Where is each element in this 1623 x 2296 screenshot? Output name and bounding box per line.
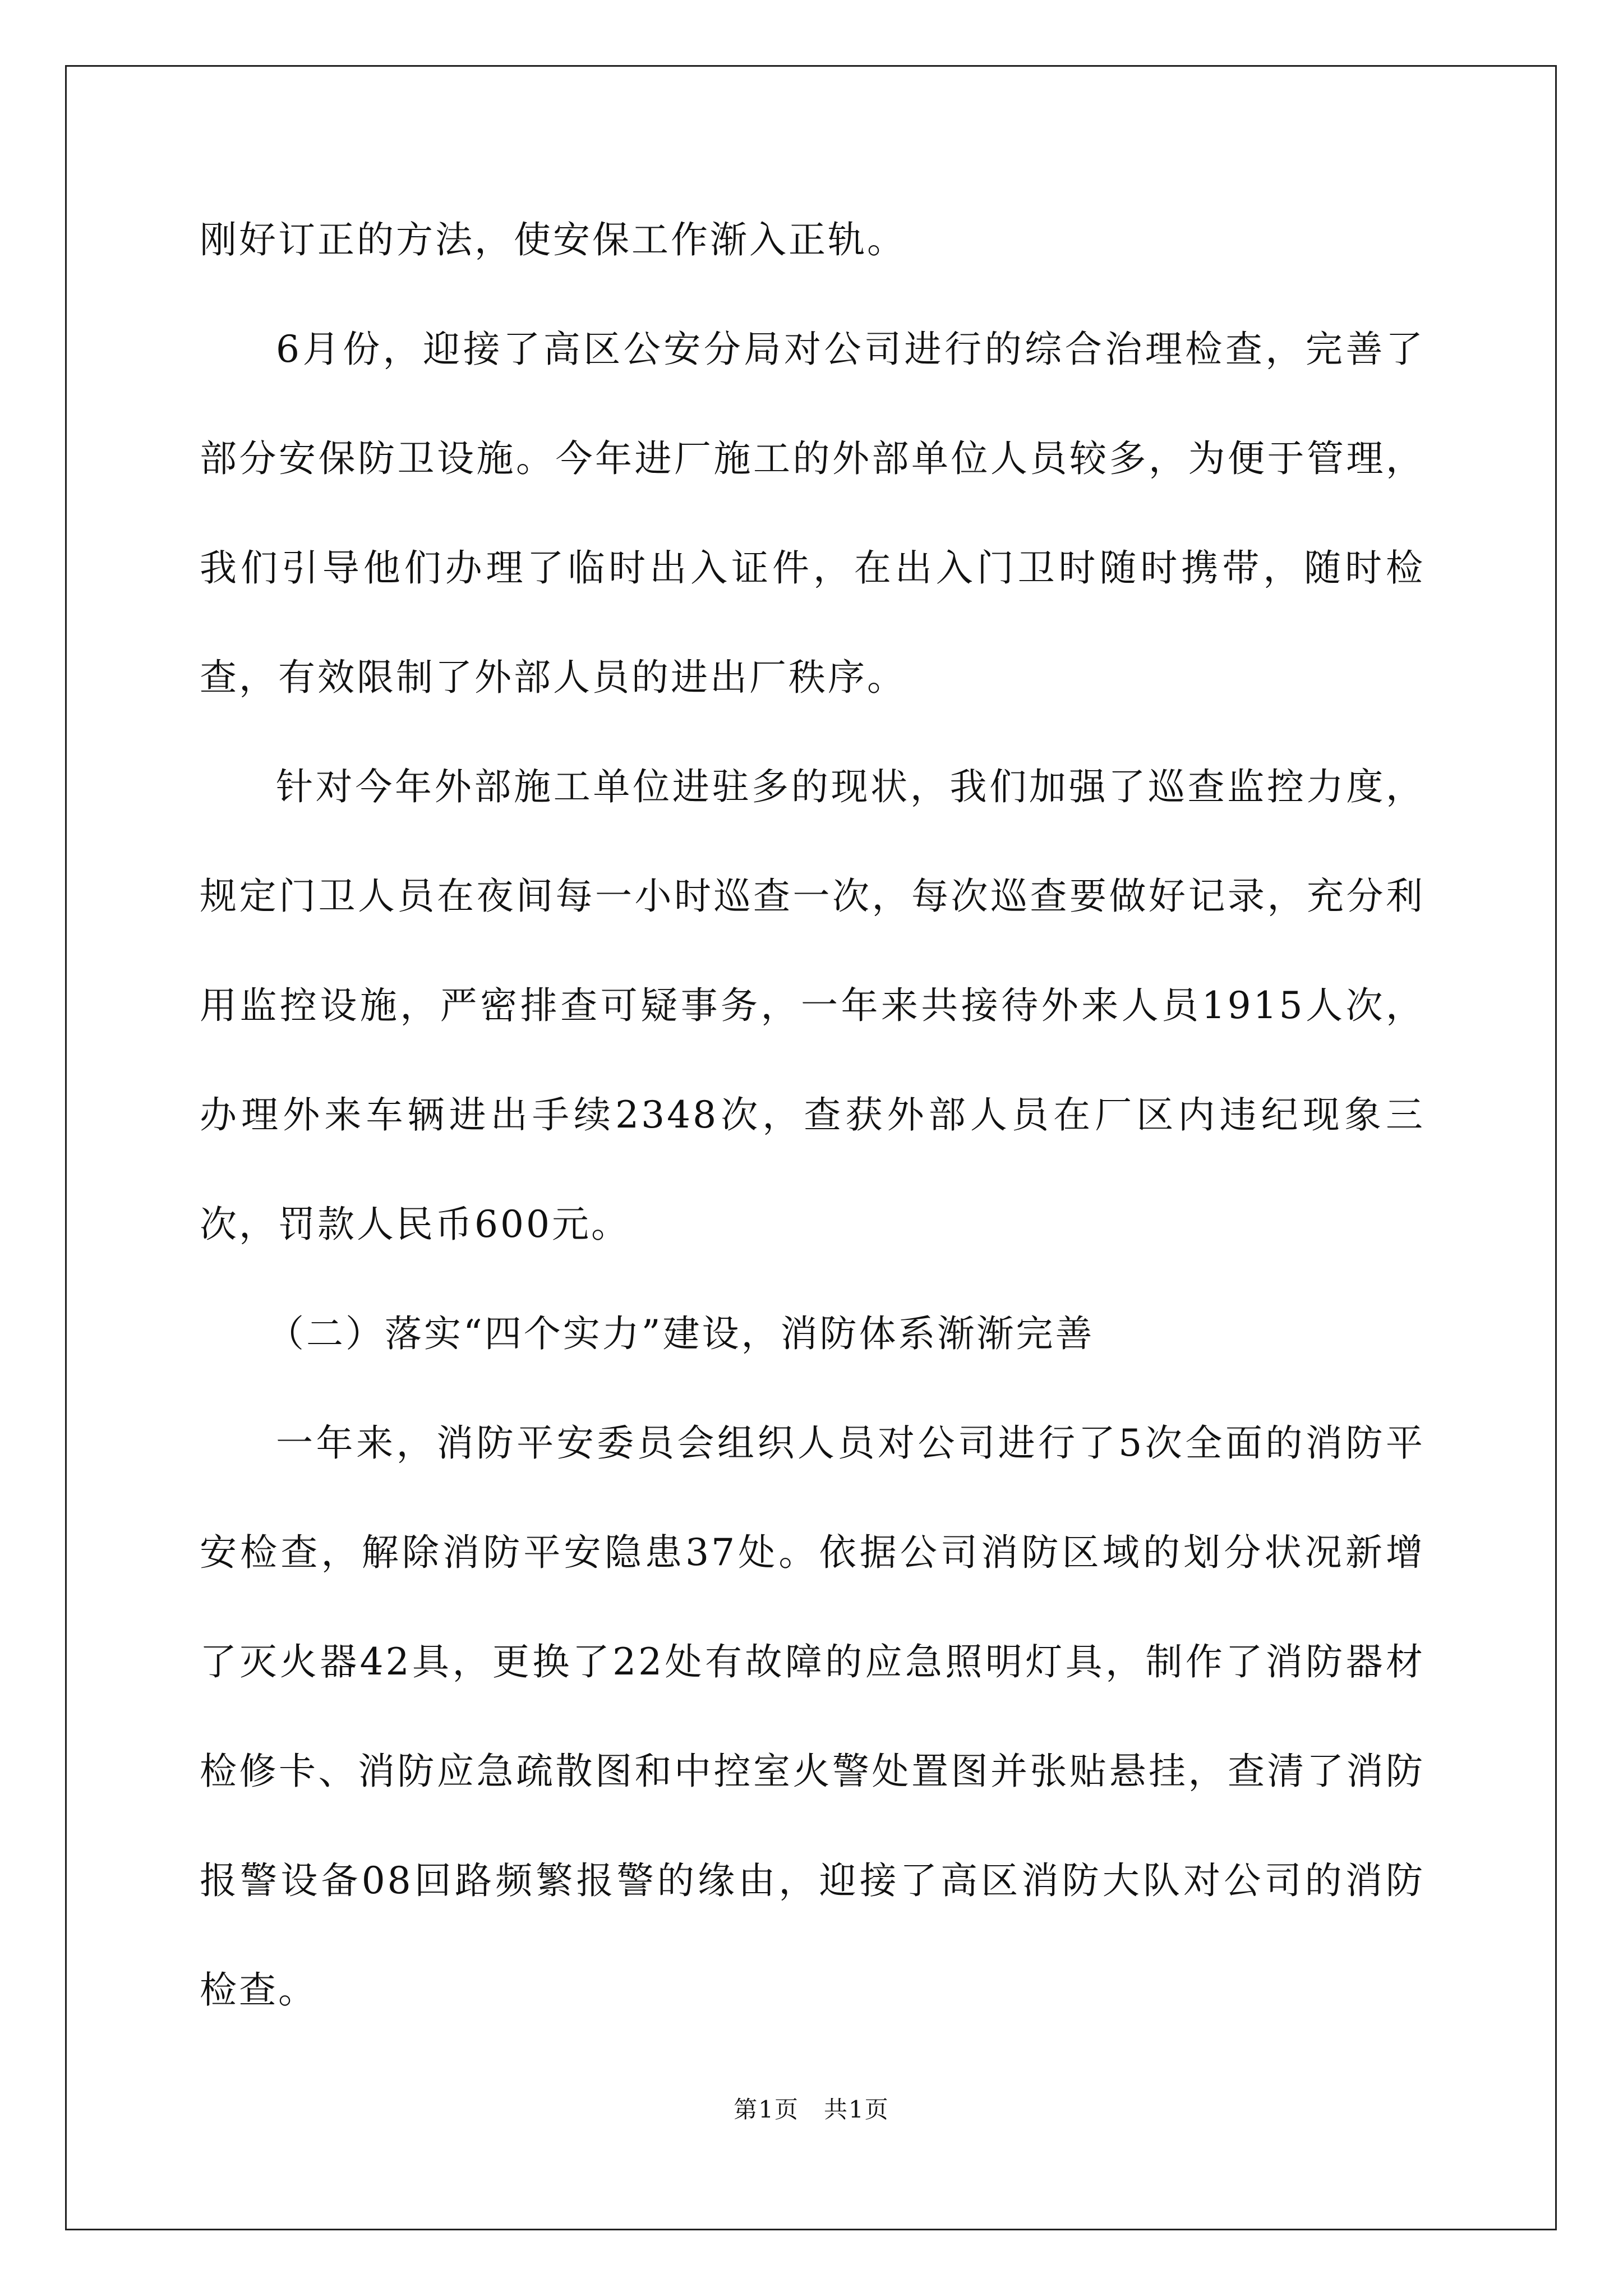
paragraph-1: 刚好订正的方法，使安保工作渐入正轨。: [200, 218, 906, 261]
paragraph-2: 6月份，迎接了高区公安分局对公司进行的综合治理检查，完善了部分安保防卫设施。今年进厂施工的外部单位人员较多，为便于管理，我们引导他们办理了临时出入证件，在出入门卫时随时携带，随时检查，有效限制了外部人员的进出厂秩序。: [200, 328, 1425, 699]
section-heading: （二）落实“四个实力”建设，消防体系渐渐完善: [267, 1312, 1095, 1355]
paragraph-3: 针对今年外部施工单位进驻多的现状，我们加强了巡查监控力度，规定门卫人员在夜间每一小时巡查一次，每次巡查要做好记录，充分利用监控设施，严密排查可疑事务，一年来共接待外来人员1915人次，办理外来车辆进出手续2348次，查获外部人员在厂区内违纪现象三次，罚款人民币600元。: [200, 765, 1425, 1246]
document-body: [200, 185, 1425, 2045]
paragraph-5: 一年来，消防平安委员会组织人员对公司进行了5次全面的消防平安检查，解除消防平安隐患37处。依据公司消防区域的划分状况新增了灭火器42具，更换了22处有故障的应急照明灯具，制作了消防器材检修卡、消防应急疏散图和中控室火警处置图并张贴悬挂，查清了消防报警设备08回路频繁报警的缘由，迎接了高区消防大队对公司的消防检查。: [200, 1421, 1425, 2012]
page-footer: 第1页 共1页: [734, 2096, 889, 2123]
